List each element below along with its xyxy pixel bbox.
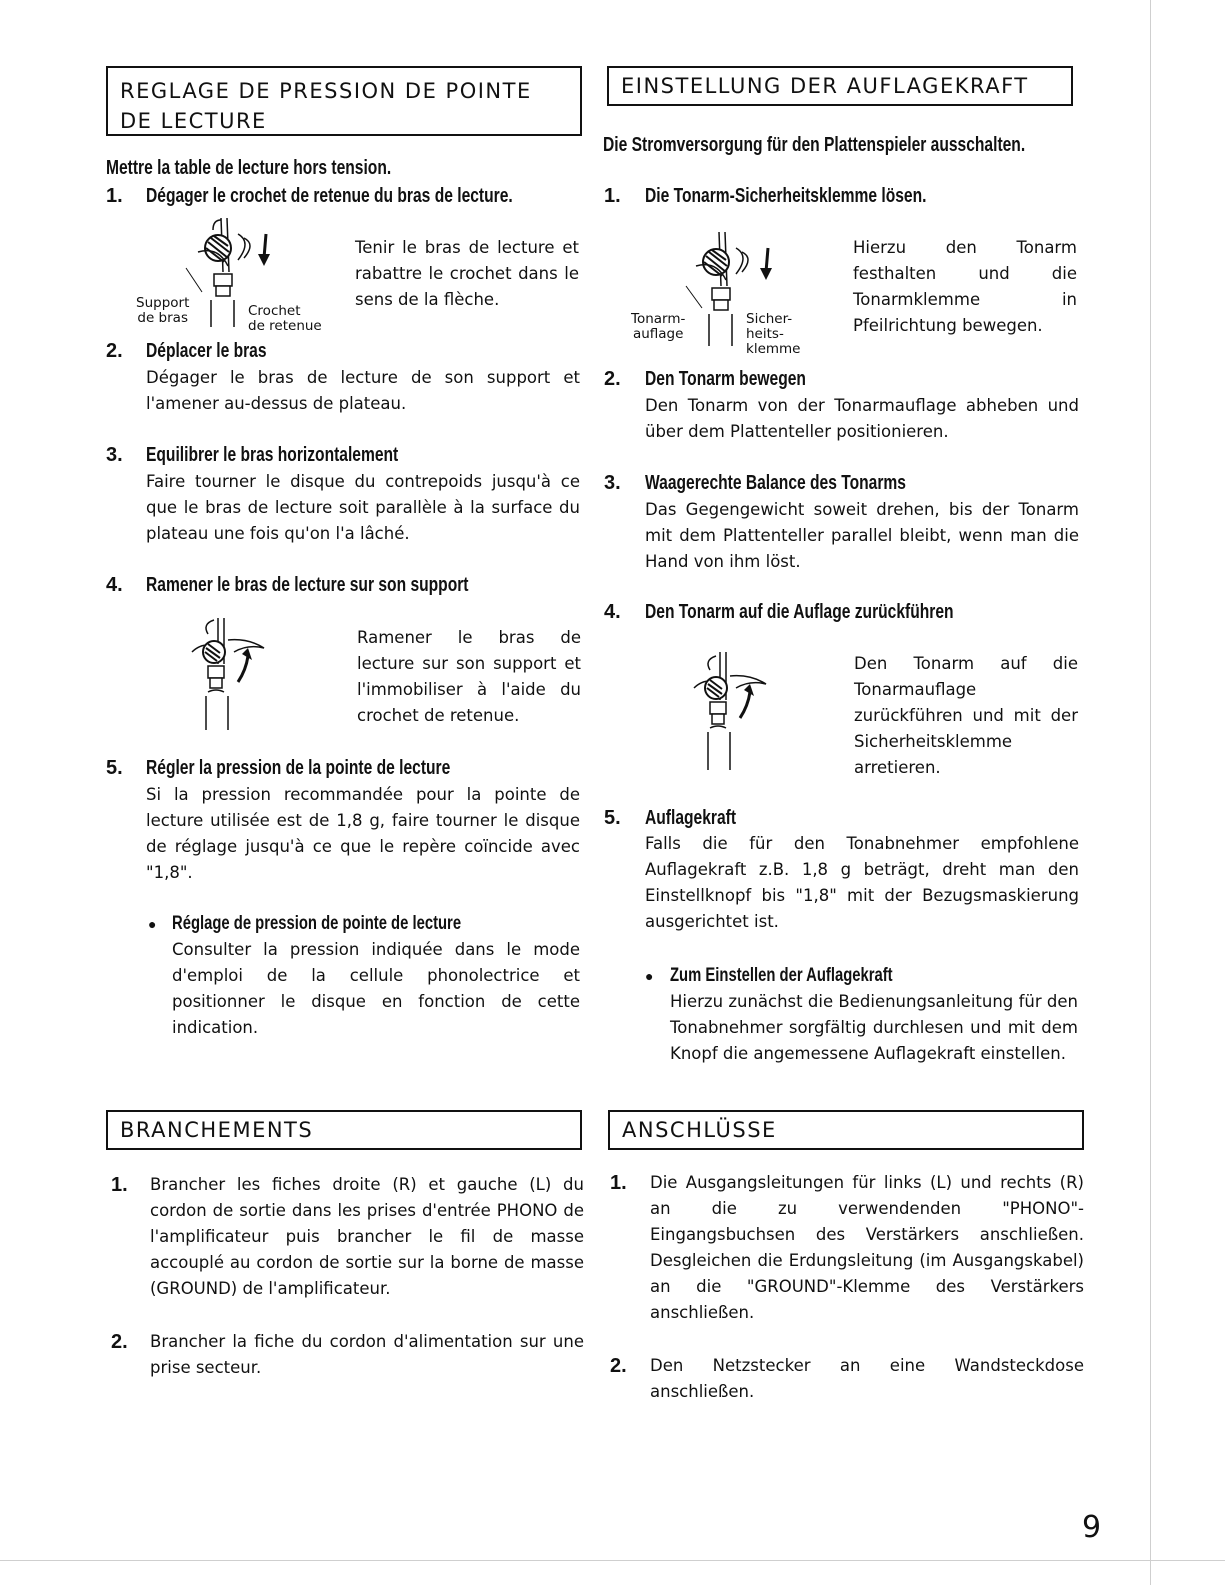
page-number: 9 — [1082, 1510, 1102, 1545]
fr-step-5-text: Si la pression recommandée pour la pointe de lecture utilisée est de 1,8 g, faire tourner le disque de réglage jusqu'à ce que le repère coïncide avec "1,8". — [146, 785, 580, 882]
de-step-1-text: Hierzu den Tonarm festhalten und die Tonarmklemme in Pfeilrichtung bewegen. — [853, 238, 1077, 335]
scan-edge-bottom — [0, 1560, 1225, 1561]
tonearm-return-diagram-icon — [688, 650, 778, 775]
fr-label-crochet-text: Crochet de retenue — [248, 303, 322, 334]
de-conn-2-number: 2. — [610, 1355, 627, 1377]
de-step-5-text: Falls die für den Tonabnehmer empfohlene Auflagekraft z.B. 1,8 g beträgt, dreht man den Einstellknopf bis "1,8" mit der Bezugsmaskierung ausgerichtet ist. — [645, 834, 1079, 931]
fr-label-crochet — [248, 304, 322, 334]
de-label-auflage — [631, 312, 685, 342]
de-label-auflage-text: Tonarm- auflage — [631, 311, 686, 342]
de-step-2-text: Den Tonarm von der Tonarmauflage abheben und über dem Plattenteller positionieren. — [645, 396, 1079, 441]
de-section-header — [607, 66, 1073, 106]
de-step-1-title: Die Tonarm-Sicherheitsklemme lösen. — [645, 185, 927, 207]
de-connections-header — [608, 1110, 1084, 1150]
de-label-klemme-text: Sicher- heits- klemme — [746, 311, 801, 357]
de-conn-header-text: ANSCHLÜSSE — [622, 1118, 777, 1142]
de-step-4-text: Den Tonarm auf die Tonarmauflage zurückführen und mit der Sicherheitsklemme arretieren. — [854, 654, 1078, 777]
de-step-4-number: 4. — [604, 601, 621, 623]
fr-header-text: REGLAGE DE PRESSION DE POINTE DE LECTURE — [120, 79, 532, 133]
de-header-text: EINSTELLUNG DER AUFLAGEKRAFT — [621, 74, 1029, 98]
fr-label-support-text: Support de bras — [136, 295, 190, 326]
de-step-5-number: 5. — [604, 807, 621, 829]
fr-step-2-title: Déplacer le bras — [146, 340, 267, 362]
de-step-3-title: Waagerechte Balance des Tonarms — [645, 472, 906, 494]
fr-conn-1-number: 1. — [111, 1174, 128, 1196]
de-conn-1-number: 1. — [610, 1172, 627, 1194]
fr-step-2-number: 2. — [106, 340, 123, 362]
fr-bullet-dot: ● — [148, 916, 157, 932]
fr-step-4-number: 4. — [106, 574, 123, 596]
fr-step-3-number: 3. — [106, 444, 123, 466]
fr-step-5-number: 5. — [106, 757, 123, 779]
fr-section-header — [106, 66, 582, 136]
fr-step-3-title: Equilibrer le bras horizontalement — [146, 444, 399, 466]
fr-conn-header-text: BRANCHEMENTS — [120, 1118, 314, 1142]
fr-intro: Mettre la table de lecture hors tension. — [106, 157, 392, 179]
fr-step-4-title: Ramener le bras de lecture sur son support — [146, 574, 469, 596]
fr-step-1-text: Tenir le bras de lecture et rabattre le crochet dans le sens de la flèche. — [355, 238, 579, 309]
de-conn-1-text: Die Ausgangsleitungen für links (L) und rechts (R) an die zu verwendenden "PHONO"-Eingangsbuchsen des Verstärkers anschließen. Desgleichen die Erdungsleitung (im Ausgangskabel) an die "GROUND"-Klemme des Verstärkers anschließen. — [650, 1173, 1084, 1322]
fr-step-3-text: Faire tourner le disque du contrepoids jusqu'à ce que le bras de lecture soit parallèle à la surface du plateau une fois qu'on l'a lâché. — [146, 472, 580, 543]
de-step-3-number: 3. — [604, 472, 621, 494]
tonearm-rest-diagram-icon — [186, 612, 276, 737]
scan-edge-right — [1150, 0, 1151, 1585]
de-step-1-number: 1. — [604, 185, 621, 207]
de-label-klemme — [746, 312, 800, 357]
fr-conn-1-text: Brancher les fiches droite (R) et gauche (L) du cordon de sortie dans les prises d'entrée PHONO de l'amplificateur puis brancher le fil de masse accouplé au cordon de sortie sur la borne de masse (GROUND) de l'amplificateur. — [150, 1175, 584, 1298]
de-step-3-text: Das Gegengewicht soweit drehen, bis der Tonarm mit dem Plattenteller parallel bleibt, wenn man die Hand von ihm löst. — [645, 500, 1079, 571]
de-bullet-title: Zum Einstellen der Auflagekraft — [670, 965, 893, 986]
fr-step-2-text: Dégager le bras de lecture de son support et l'amener au-dessus de plateau. — [146, 368, 580, 413]
fr-connections-header — [106, 1110, 582, 1150]
fr-step-5-title: Régler la pression de la pointe de lecture — [146, 757, 451, 779]
fr-conn-2-text: Brancher la fiche du cordon d'alimentation sur une prise secteur. — [150, 1332, 584, 1377]
de-conn-2-text: Den Netzstecker an eine Wandsteckdose anschließen. — [650, 1356, 1084, 1401]
fr-step-4-text: Ramener le bras de lecture sur son support et l'immobiliser à l'aide du crochet de retenue. — [357, 628, 581, 725]
de-bullet-dot: ● — [645, 968, 654, 984]
de-step-2-number: 2. — [604, 368, 621, 390]
de-intro: Die Stromversorgung für den Plattenspieler ausschalten. — [603, 134, 1026, 156]
de-step-2-title: Den Tonarm bewegen — [645, 368, 806, 390]
de-step-5-title: Auflagekraft — [645, 807, 737, 829]
de-bullet-text: Hierzu zunächst die Bedienungsanleitung für den Tonabnehmer sorgfältig durchlesen und mit dem Knopf die angemessene Auflagekraft einstellen. — [670, 992, 1078, 1063]
de-step-4-title: Den Tonarm auf die Auflage zurückführen — [645, 601, 954, 623]
fr-bullet-text: Consulter la pression indiquée dans le mode d'emploi de la cellule phonolectrice et positionner le disque en fonction de cette indication. — [172, 940, 580, 1037]
fr-bullet-title: Réglage de pression de pointe de lecture — [172, 913, 462, 934]
fr-label-support — [136, 296, 189, 326]
fr-conn-2-number: 2. — [111, 1331, 128, 1353]
fr-step-1-number: 1. — [106, 185, 123, 207]
fr-step-1-title: Dégager le crochet de retenue du bras de lecture. — [146, 185, 513, 207]
